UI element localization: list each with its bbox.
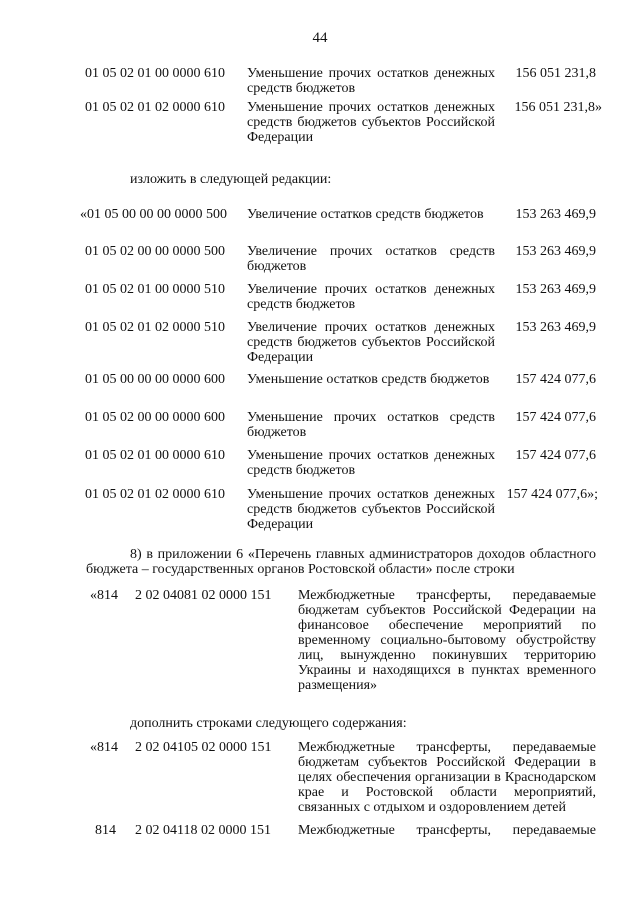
budget-code: 01 05 02 01 02 0000 610 [85,100,225,115]
row-description: Уменьшение прочих остатков денежных средств бюджетов [247,66,495,96]
admin-code: «814 [90,588,118,603]
row-amount: 157 424 077,6 [515,448,596,463]
revenue-code: 2 02 04105 02 0000 151 [135,740,272,755]
row-amount: 156 051 231,8 [515,66,596,81]
revenue-code: 2 02 04118 02 0000 151 [135,823,271,838]
budget-code: 01 05 02 01 02 0000 510 [85,320,225,335]
row-amount: 153 263 469,9 [515,320,596,335]
row-description: Межбюджетные трансферты, передаваемые [298,823,596,838]
row-description: Уменьшение остатков средств бюджетов [247,372,490,387]
budget-code: 01 05 02 01 00 0000 610 [85,66,225,81]
row-description: Уменьшение прочих остатков денежных средств бюджетов субъектов Российской Федерации [247,100,495,145]
row-description: Уменьшение прочих остатков средств бюджетов [247,410,495,440]
row-amount: 157 424 077,6 [515,410,596,425]
budget-code: 01 05 02 00 00 0000 600 [85,410,225,425]
redaction-instruction: изложить в следующей редакции: [130,172,332,187]
row-amount: 153 263 469,9 [515,282,596,297]
page-number: 44 [312,30,328,46]
row-description: Межбюджетные трансферты, передаваемые бюджетам субъектов Российской Федерации в целях обеспечения организации в Краснодарском крае и Ростовской области мероприятий, связанных с отдыхом и оздоровлением детей [298,740,596,815]
row-amount: 157 424 077,6»; [506,487,598,502]
admin-code: 814 [95,823,116,838]
row-description: Межбюджетные трансферты, передаваемые бюджетам субъектов Российской Федерации на финансовое обеспечение мероприятий по временному социально-бытовому обустройству лиц, вынужденно покинувших территорию Украины и находящихся в пунктах временного размещения» [298,588,596,693]
paragraph-8: 8) в приложении 6 «Перечень главных администраторов доходов областного бюджета – государственных органов Ростовской области» после строки [86,547,596,577]
revenue-code: 2 02 04081 02 0000 151 [135,588,272,603]
row-description: Увеличение прочих остатков денежных средств бюджетов [247,282,495,312]
budget-code: 01 05 02 01 00 0000 610 [85,448,225,463]
row-amount: 153 263 469,9 [515,207,596,222]
row-description: Увеличение прочих остатков денежных средств бюджетов субъектов Российской Федерации [247,320,495,365]
row-description: Увеличение остатков средств бюджетов [247,207,484,222]
budget-code: 01 05 00 00 00 0000 600 [85,372,225,387]
row-description: Увеличение прочих остатков средств бюджетов [247,244,495,274]
row-amount: 157 424 077,6 [515,372,596,387]
add-rows-instruction: дополнить строками следующего содержания: [130,716,407,731]
row-description: Уменьшение прочих остатков денежных средств бюджетов субъектов Российской Федерации [247,487,495,532]
budget-code: 01 05 02 01 00 0000 510 [85,282,225,297]
admin-code: «814 [90,740,118,755]
budget-code: «01 05 00 00 00 0000 500 [80,207,227,222]
budget-code: 01 05 02 01 02 0000 610 [85,487,225,502]
row-amount: 153 263 469,9 [515,244,596,259]
budget-code: 01 05 02 00 00 0000 500 [85,244,225,259]
row-description: Уменьшение прочих остатков денежных средств бюджетов [247,448,495,478]
row-amount: 156 051 231,8» [514,100,602,115]
